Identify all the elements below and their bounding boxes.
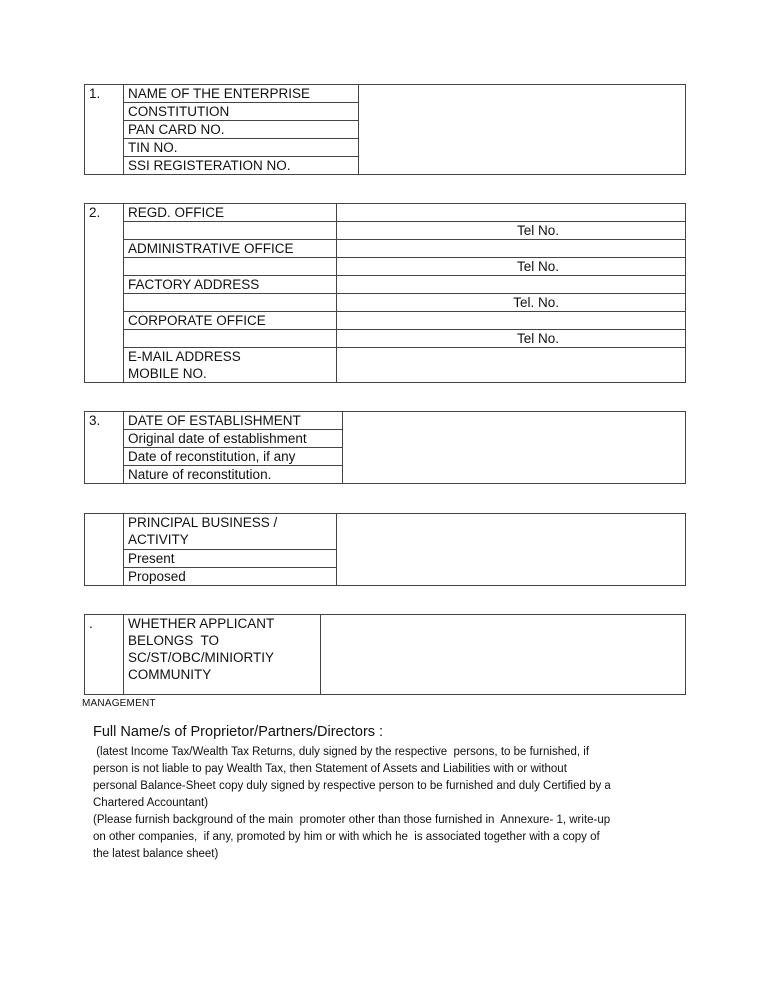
value-cell[interactable] [337, 514, 686, 550]
email-label: E-MAIL ADDRESS [128, 349, 241, 364]
tel-label: Tel No. [337, 258, 686, 276]
value-cell[interactable] [343, 466, 686, 484]
empty-cell [85, 294, 124, 312]
note-line: personal Balance-Sheet copy duly signed by respective person to be furnished and duly Certified by a [93, 780, 611, 792]
field-label: Date of reconstitution, if any [124, 448, 343, 466]
business-title-line: PRINCIPAL BUSINESS / [128, 515, 278, 530]
office-label: REGD. OFFICE [124, 204, 337, 222]
empty-cell [124, 258, 337, 276]
value-cell[interactable] [359, 157, 686, 175]
community-question [124, 615, 321, 695]
empty-cell [85, 121, 124, 139]
business-title [124, 514, 337, 550]
contact-labels [124, 348, 337, 383]
empty-cell [85, 312, 124, 330]
empty-cell [85, 330, 124, 348]
value-cell[interactable] [337, 276, 686, 294]
section-number: 3. [85, 412, 124, 430]
value-cell[interactable] [359, 139, 686, 157]
note-line: the latest balance sheet) [93, 848, 219, 860]
value-cell[interactable] [337, 568, 686, 586]
business-title-line: ACTIVITY [128, 532, 189, 547]
empty-cell [85, 222, 124, 240]
section-number: 2. [85, 204, 124, 222]
value-cell[interactable] [337, 312, 686, 330]
value-cell[interactable] [321, 615, 686, 695]
question-line: BELONGS TO [128, 633, 220, 648]
empty-cell [85, 448, 124, 466]
present-label: Present [124, 550, 337, 568]
empty-cell [124, 330, 337, 348]
value-cell[interactable] [337, 348, 686, 383]
empty-cell [85, 240, 124, 258]
field-label: CONSTITUTION [124, 103, 359, 121]
value-cell[interactable] [337, 240, 686, 258]
empty-cell [85, 568, 124, 586]
proposed-label: Proposed [124, 568, 337, 586]
empty-cell [124, 294, 337, 312]
note-line: (Please furnish background of the main promoter other than those furnished in Annexure- 1, write-up [93, 814, 611, 826]
office-label: CORPORATE OFFICE [124, 312, 337, 330]
community-table [84, 614, 686, 695]
empty-cell [85, 466, 124, 484]
directors-heading: Full Name/s of Proprietor/Partners/Directors : [93, 724, 384, 740]
note-line: person is not liable to pay Wealth Tax, then Statement of Assets and Liabilities with or without [93, 763, 567, 775]
note-line: (latest Income Tax/Wealth Tax Returns, duly signed by the respective persons, to be furnished, if [93, 746, 590, 758]
empty-cell [85, 258, 124, 276]
tel-label: Tel No. [337, 330, 686, 348]
empty-cell [85, 276, 124, 294]
question-line: COMMUNITY [128, 667, 212, 682]
office-label: FACTORY ADDRESS [124, 276, 337, 294]
value-cell[interactable] [337, 550, 686, 568]
section-number: . [85, 615, 124, 695]
establishment-table [84, 411, 686, 484]
note-line: Chartered Accountant) [93, 797, 209, 809]
field-label: DATE OF ESTABLISHMENT [124, 412, 343, 430]
tel-label: Tel No. [337, 222, 686, 240]
enterprise-table [84, 84, 686, 175]
value-cell[interactable] [359, 103, 686, 121]
business-table [84, 513, 686, 586]
office-label: ADMINISTRATIVE OFFICE [124, 240, 337, 258]
empty-cell [85, 139, 124, 157]
field-label: Original date of establishment [124, 430, 343, 448]
value-cell[interactable] [343, 430, 686, 448]
note-line: on other companies, if any, promoted by him or with which he is associated together with a copy of [93, 831, 600, 843]
field-label: SSI REGISTERATION NO. [124, 157, 359, 175]
income-tax-note [93, 744, 693, 863]
section-number: 1. [85, 85, 124, 103]
field-label: TIN NO. [124, 139, 359, 157]
empty-cell [85, 514, 124, 550]
question-line: WHETHER APPLICANT [128, 616, 275, 631]
empty-cell [124, 222, 337, 240]
value-cell[interactable] [359, 121, 686, 139]
value-cell[interactable] [337, 204, 686, 222]
empty-cell [85, 348, 124, 383]
value-cell[interactable] [343, 448, 686, 466]
value-cell[interactable] [343, 412, 686, 430]
empty-cell [85, 157, 124, 175]
field-label: Nature of reconstitution. [124, 466, 343, 484]
question-line: SC/ST/OBC/MINIORTIY [128, 650, 275, 665]
mobile-label: MOBILE NO. [128, 366, 207, 381]
value-cell[interactable] [359, 85, 686, 103]
management-label: MANAGEMENT [82, 698, 156, 709]
empty-cell [85, 103, 124, 121]
empty-cell [85, 430, 124, 448]
offices-table [84, 203, 686, 383]
tel-label: Tel. No. [337, 294, 686, 312]
field-label: NAME OF THE ENTERPRISE [124, 85, 359, 103]
field-label: PAN CARD NO. [124, 121, 359, 139]
empty-cell [85, 550, 124, 568]
